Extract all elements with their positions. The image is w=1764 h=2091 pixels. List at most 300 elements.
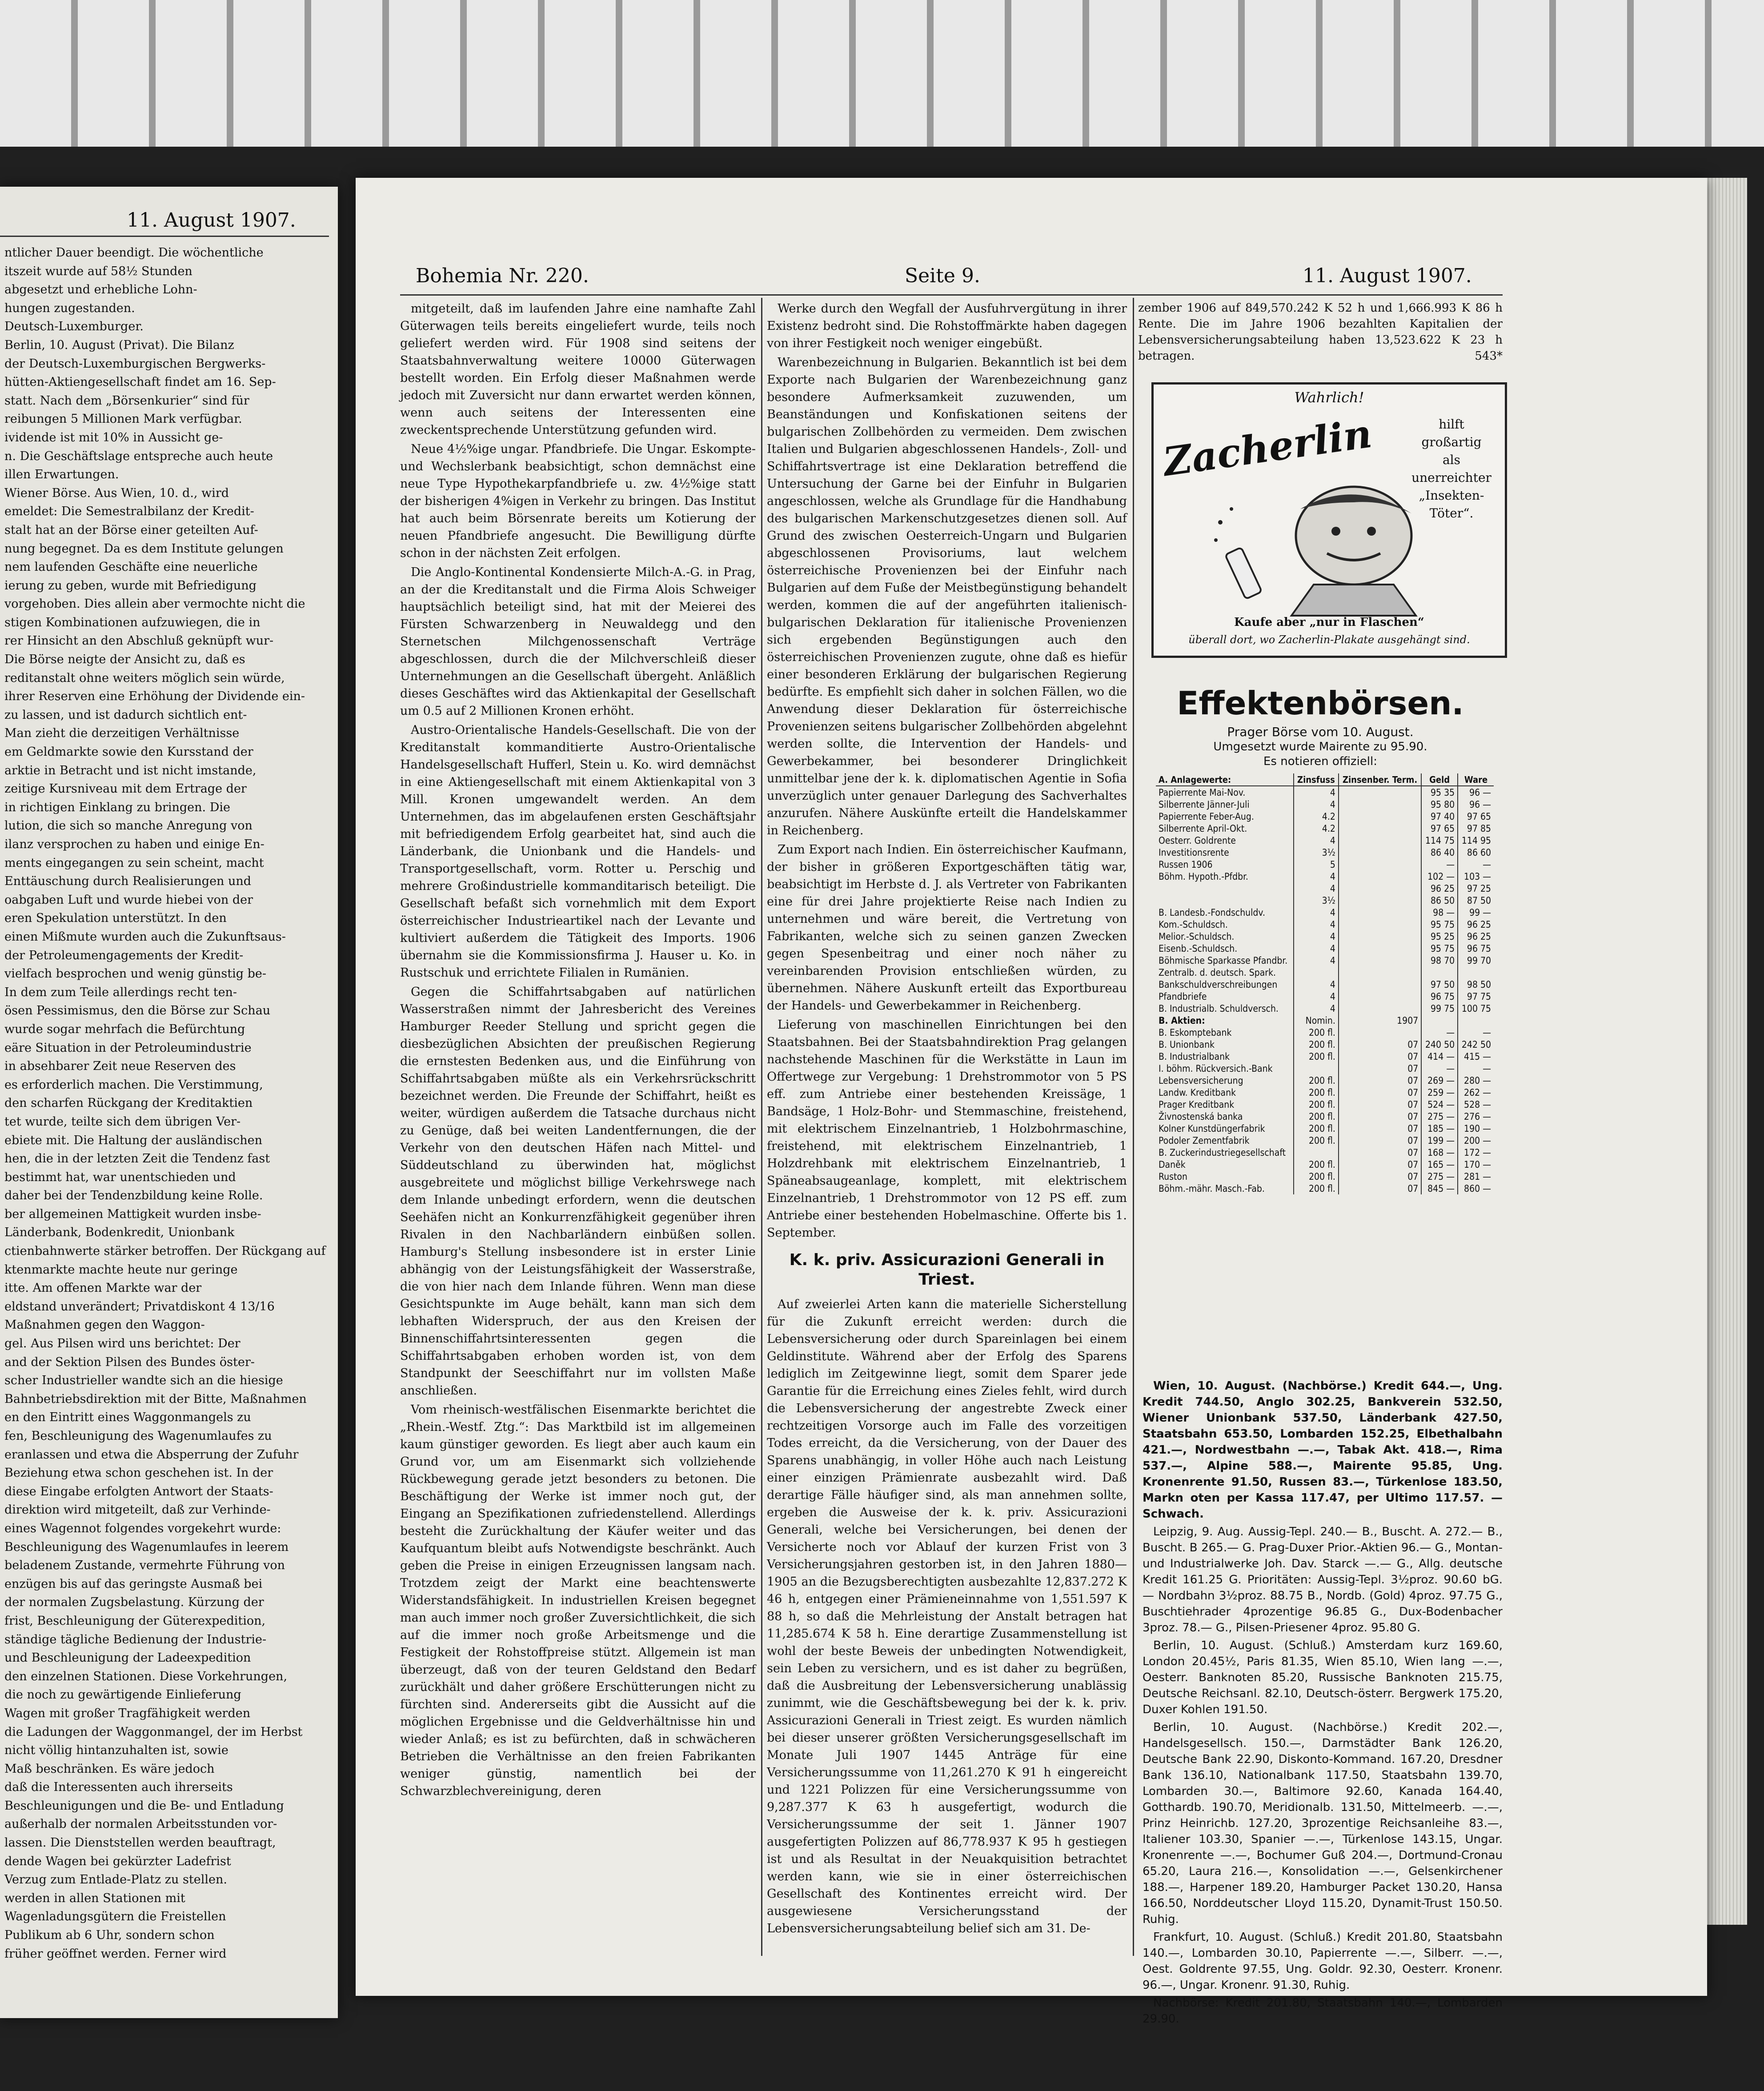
text-line: ividende ist mit 10% in Aussicht ge- [4, 430, 223, 445]
article-column-1 [400, 300, 756, 1954]
table-cell [1339, 834, 1421, 846]
text-line: eren Spekulation unterstützt. In den [4, 911, 227, 925]
article-paragraph: Zum Export nach Indien. Ein österreichischer Kaufmann, der bisher in größeren Exportgeschäften tätig war, beabsichtigt im Herbste d. J. als Vertreter von Fabrikanten eine für drei Jahre projektierte Reise nach Indien zu unternehmen und wäre bereit, die Vertretung von Fabrikanten, welche sich zu seinen ganzen Zwecken gegen Spesenbeitrag und einer noch näher zu vereinbarenden Provision entschließen würden, zu übernehmen. Nähere Auskunft erteilt das Exportbureau der Handels- und Gewerbekammer in Reichenberg. [767, 843, 1127, 1013]
text-line: ments eingegangen zu sein scheint, macht [4, 856, 264, 870]
text-line: and der Sektion Pilsen des Bundes öster- [4, 1355, 255, 1369]
page-header-date: 11. August 1907. [1303, 264, 1472, 287]
text-line: daß die Interessenten auch ihrerseits [4, 1780, 233, 1795]
table-cell: 168 — [1421, 1146, 1458, 1158]
table-cell: 95 35 [1421, 786, 1458, 798]
table-row [1156, 1050, 1494, 1062]
table-cell: 87 50 [1458, 894, 1494, 906]
table-cell: Živnostenská banka [1159, 1111, 1243, 1122]
left-page-column [4, 244, 326, 1991]
table-cell: Investitionsrente [1159, 847, 1229, 858]
text-line: beladenem Zustande, vermehrte Führung von [4, 1558, 285, 1573]
table-cell: B. Eskomptebank [1159, 1027, 1232, 1038]
table-cell: 86 40 [1421, 846, 1458, 858]
column-header: A. Anlagewerte: [1156, 773, 1294, 786]
table-cell: 200 fl. [1294, 1122, 1339, 1134]
text-line: Bahnbetriebsdirektion mit der Bitte, Maßnahmen [4, 1392, 307, 1406]
text-line: Man zieht die derzeitigen Verhältnisse [4, 726, 240, 741]
table-row [1156, 834, 1494, 846]
text-line: Wagenladungsgütern die Freistellen [4, 1910, 226, 1924]
table-cell: 200 fl. [1294, 1026, 1339, 1038]
table-cell: 200 fl. [1294, 1158, 1339, 1170]
table-row [1156, 1038, 1494, 1050]
table-row [1156, 966, 1494, 978]
table-cell [1156, 882, 1294, 894]
text-line: ebiete mit. Die Haltung der ausländischen [4, 1133, 263, 1147]
text-line: oabgaben Luft und wurde hiebei von der [4, 893, 253, 907]
table-cell: 100 75 [1458, 1002, 1494, 1014]
text-line: tet wurde, teilte sich dem übrigen Ver- [4, 1114, 241, 1129]
text-line: Berlin, 10. August (Privat). Die Bilanz [4, 338, 234, 352]
table-cell: B. Aktien: [1159, 1015, 1205, 1026]
report-berlin-after: Berlin, 10. August. (Nachbörse.) Kredit 202.—, Handelsgesellsch. 150.—, Darmstädter Bank 126.20, Deutsche Bank 22.90, Diskonto-Kommand. 167.20, Dresdner Bank 136.10, Nationalbank 117.50, Staatsbahn 139.70, Lombarden 30.—, Baltimore 92.60, Kanada 164.40, Gotthardb. 190.70, Meridionalb. 131.50, Mittelmeerb. —.—, Prinz Heinrichb. 127.20, 3prozentige Reichsanleihe 83.—, Italiener 103.30, Spanier —.—, Türkenlose 143.15, Ungar. Kronenrente —.—, Bochumer Guß 204.—, Dortmund-Cronau 65.20, Laura 216.—, Konsolidation —.—, Gelsenkirchener 188.—, Harpener 189.20, Hamburger Packet 130.20, Hansa 166.50, Norddeutscher Lloyd 115.20, Dynamit-Trust 150.50. Ruhig. [1143, 1721, 1503, 1926]
table-cell [1339, 810, 1421, 822]
text-line: vorgehoben. Dies allein aber vermochte nicht die [4, 597, 305, 611]
ad-slogan-line: „Insekten- [1419, 488, 1484, 503]
table-cell: Lebensversicherung [1159, 1075, 1243, 1086]
text-line: und Beschleunigung der Ladeexpedition [4, 1651, 251, 1665]
text-line: Die Börse neigte der Ansicht zu, daß es [4, 653, 245, 667]
table-cell [1339, 906, 1421, 918]
table-cell: Böhm. Hypoth.-Pfdbr. [1159, 871, 1248, 882]
text-line: der Deutsch-Luxemburgischen Bergwerks- [4, 357, 266, 371]
table-cell: 07 [1339, 1098, 1421, 1110]
table-cell: Nomin. [1294, 1014, 1339, 1026]
text-line: eines Wagennot folgendes vorgekehrt wurde: [4, 1521, 281, 1535]
text-line: gel. Aus Pilsen wird uns berichtet: Der [4, 1337, 241, 1351]
table-cell: 415 — [1458, 1050, 1494, 1062]
article-paragraph: Warenbezeichnung in Bulgarien. Bekanntlich ist bei dem Exporte nach Bulgarien der Warenbezeichnung ganz besondere Aufmerksamkeit zuzuwenden, um Beanständungen und Konfiskationen seitens der bulgarischen Zollbehörden zu vermeiden. Dem zwischen Italien und Bulgarien abgeschlossenen Handels-, Zoll- und Schiffahrtsvertrage ist eine Deklaration betreffend die Untersuchung der Garne bei der Einfuhr in Bulgarien angeschlossen, welche als Grundlage für die Handhabung des bulgarischen Markenschutzgesetzes dienen soll. Auf Grund des zwischen Oesterreich-Ungarn und Bulgarien abgeschlossenen Provisoriums, laut welchem österreichische Provenienzen bei der Einfuhr nach Bulgarien auf dem Fuße der Meistbegünstigung behandelt werden, kommen die auf der angeführten italienisch-bulgarischen Deklaration für italienische Provenienzen sich ergebenden Begünstigungen auch den österreichischen Provenienzen zugute, ohne daß es hiefür einer besonderen Erklärung der bulgarischen Regierung bedürfte. Es empfiehlt sich daher in solchen Fällen, wo die Anwendung dieser Deklaration für österreichische Provenienzen seitens bulgarischer Zollbehörden abgelehnt werden sollte, die Intervention der Handels- und Gewerbekammer, bei besonderer Dringlichkeit unmittelbar jene der k. k. diplomatischen Agentie in Sofia unverzüglich unter genauer Darlegung des Sachverhaltes anzurufen. Nähere Auskünfte erteilt die Handelskammer in Reichenberg. [767, 356, 1127, 837]
table-cell: 4.2 [1294, 822, 1339, 834]
article-paragraph: Vom rheinisch-westfälischen Eisenmarkte berichtet die „Rhein.-Westf. Ztg.“: Das Marktbild ist im allgemeinen kaum günstiger geworden. Es liegt aber auch kaum ein Grund vor, um am Eisenmarkt sich vollziehende Rückbewegung gerade jetzt besonders zu betonen. Die Beschäftigung der Werke ist immer noch gut, der Eingang an Spezifikationen zufriedenstellend. Allerdings besteht die Zurückhaltung der Käufer weiter und das Kaufquantum bleibt aufs Notwendigste beschränkt. Auch geben die Preise in einigen Erzeugnissen langsam nach. Trotzdem zeigt der Markt eine beachtenswerte Widerstandsfähigkeit. In industriellen Kreisen begegnet man auch immer noch großer Zuversichtlichkeit, die sich auf die immer noch große Arbeitsmenge und die Festigkeit der Rohstoffpreise stützt. Allgemein ist man überzeugt, daß von der teuren Geldstand den Bedarf zurückhält und daher größere Erschütterungen nicht zu fürchten sind. Andererseits gibt die Aussicht auf die möglichen Ergebnisse und die Geldverhältnisse hin und wieder Anlaß; es ist zu befürchten, daß in schwächeren Betrieben die Verhältnisse an den freien Fabrikanten weniger günstig, namentlich bei der Schwarzblechvereinigung, deren [400, 1403, 756, 1798]
table-cell: Silberrente Jänner-Juli [1159, 799, 1250, 810]
text-line: früher geöffnet werden. Ferner wird [4, 1947, 227, 1961]
text-line: werden in allen Stationen mit [4, 1891, 185, 1905]
text-line: stalt hat an der Börse einer geteilten Auf- [4, 523, 258, 537]
table-cell: 07 [1339, 1038, 1421, 1050]
page-header-page-number: Seite 9. [905, 264, 980, 287]
table-cell: Daněk [1159, 1159, 1186, 1170]
table-cell: 185 — [1421, 1122, 1458, 1134]
table-cell: 97 40 [1421, 810, 1458, 822]
report-berlin-close: Berlin, 10. August. (Schluß.) Amsterdam kurz 169.60, London 20.45½, Paris 81.35, Wien 85.10, Wien lang —.—, Oesterr. Banknoten 85.20, Russische Banknoten 215.75, Deutsche Reichsanl. 82.10, Deutsch-österr. Bergwerk 175.20, Duxer Kohlen 191.50. [1143, 1639, 1503, 1716]
table-row [1156, 1170, 1494, 1182]
left-page [0, 187, 338, 2018]
table-row [1156, 858, 1494, 870]
table-cell: Zentralb. d. deutsch. Spark. [1159, 967, 1276, 978]
table-cell: Eisenb.-Schuldsch. [1159, 943, 1238, 954]
table-cell: 4 [1294, 798, 1339, 810]
table-cell: 1907 [1339, 1014, 1421, 1026]
table-cell: 4.2 [1294, 810, 1339, 822]
table-cell: 07 [1339, 1062, 1421, 1074]
table-cell: 200 fl. [1294, 1134, 1339, 1146]
table-cell: Russen 1906 [1159, 859, 1213, 870]
ad-slogan-line: großartig [1421, 435, 1482, 449]
table-cell: 07 [1339, 1074, 1421, 1086]
table-cell: Bankschuldverschreibungen [1159, 979, 1278, 990]
table-cell: 07 [1339, 1170, 1421, 1182]
table-cell: 96 25 [1458, 918, 1494, 930]
text-line: diese Eingabe erfolgten Antwort der Staats- [4, 1484, 273, 1498]
text-line: itszeit wurde auf 58½ Stunden [4, 264, 192, 278]
text-line: der Petroleumengagements der Kredit- [4, 948, 244, 962]
market-note: Umgesetzt wurde Mairente zu 95.90. [1213, 740, 1427, 753]
report-leipzig: Leipzig, 9. Aug. Aussig-Tepl. 240.— B., Buscht. A. 272.— B., Buscht. B 265.— G. Prag-Duxer Prior.-Aktien 96.— G., Montan- und Industrialwerke Joh. Dav. Starck —.— G., Allg. deutsche Kredit 161.25 G. Prioritäten: Aussig-Tepl. 3½proz. 90.60 bG. — Nordbahn 3½proz. 88.75 B., Nordb. (Gold) 4proz. 97.75 G., Buschtiehrader 4prozentige 96.85 G., Dux-Bodenbacher 3proz. 78.— G., Pilsen-Priesener 4proz. 95.80 G. [1143, 1525, 1503, 1634]
table-cell: — [1421, 1026, 1458, 1038]
table-cell: 96 25 [1458, 930, 1494, 942]
table-cell: 200 fl. [1294, 1170, 1339, 1182]
table-cell [1421, 1014, 1458, 1026]
text-line: Beziehung etwa schon geschehen ist. In der [4, 1466, 273, 1480]
table-cell: 528 — [1458, 1098, 1494, 1110]
table-row [1156, 1182, 1494, 1194]
table-cell: 97 75 [1458, 990, 1494, 1002]
column-rule [1133, 298, 1134, 1956]
text-line: statt. Nach dem „Börsenkurier“ sind für [4, 393, 249, 408]
table-cell [1421, 966, 1458, 978]
table-cell: 96 75 [1421, 990, 1458, 1002]
table-cell: B. Industrialbank [1159, 1051, 1230, 1062]
table-row [1156, 822, 1494, 834]
table-row [1156, 1158, 1494, 1170]
text-line: Deutsch-Luxemburger. [4, 320, 144, 334]
text-line: nem laufenden Geschäfte eine neuerliche [4, 560, 258, 574]
text-line: hütten-Aktiengesellschaft findet am 16. Sep- [4, 375, 276, 389]
column-header: Geld [1421, 773, 1458, 786]
text-line: wurde sogar mehrfach die Befürchtung [4, 1022, 245, 1036]
zacherlin-advertisement [1151, 382, 1507, 658]
table-cell: Silberrente April-Okt. [1159, 823, 1247, 834]
table-cell: 242 50 [1458, 1038, 1494, 1050]
ad-illustration [1207, 482, 1438, 616]
text-line: ctienbahnwerte stärker betroffen. Der Rückgang auf [4, 1244, 326, 1258]
table-cell: I. böhm. Rückversich.-Bank [1159, 1063, 1273, 1074]
market-subtitle: Prager Börse vom 10. August. [1227, 725, 1414, 739]
text-line: enzügen bis auf das geringste Ausmaß bei [4, 1577, 263, 1591]
table-cell [1339, 954, 1421, 966]
text-line: Beschleunigung des Wagenumlaufes in leerem [4, 1540, 289, 1554]
table-row [1156, 882, 1494, 894]
table-cell: 114 95 [1458, 834, 1494, 846]
table-cell: 190 — [1458, 1122, 1494, 1134]
table-row [1156, 978, 1494, 990]
table-row [1156, 954, 1494, 966]
table-cell: 200 fl. [1294, 1110, 1339, 1122]
table-cell: 86 50 [1421, 894, 1458, 906]
text-line: Maßnahmen gegen den Waggon- [4, 1318, 205, 1332]
table-cell: 07 [1339, 1086, 1421, 1098]
table-cell [1156, 894, 1294, 906]
table-cell: 172 — [1458, 1146, 1494, 1158]
table-cell: 3½ [1294, 846, 1339, 858]
article-heading: K. k. priv. Assicurazioni Generali in Triest. [789, 1251, 1105, 1289]
table-cell: 275 — [1421, 1170, 1458, 1182]
table-row [1156, 1026, 1494, 1038]
table-row [1156, 810, 1494, 822]
market-note: Es notieren offiziell: [1263, 755, 1377, 768]
table-cell: 97 85 [1458, 822, 1494, 834]
table-cell: 269 — [1421, 1074, 1458, 1086]
quotes-table [1156, 773, 1494, 1194]
table-cell: 860 — [1458, 1182, 1494, 1194]
ad-bottom-line-1: Kaufe aber „nur in Flaschen“ [1234, 616, 1424, 629]
text-line: in richtigen Einklang zu bringen. Die [4, 800, 230, 814]
table-cell [1339, 858, 1421, 870]
table-cell: 200 fl. [1294, 1074, 1339, 1086]
table-cell: 4 [1294, 978, 1339, 990]
text-line: stigen Kombinationen aufzuwiegen, die in [4, 615, 261, 629]
table-cell: Ruston [1159, 1171, 1187, 1182]
table-cell: 200 fl. [1294, 1086, 1339, 1098]
table-cell: 4 [1294, 834, 1339, 846]
table-cell: 3½ [1294, 894, 1339, 906]
text-line: reibungen 5 Millionen Mark verfügbar. [4, 412, 242, 426]
text-line: den scharfen Rückgang der Kreditaktien [4, 1096, 253, 1110]
table-cell: 845 — [1421, 1182, 1458, 1194]
text-line: Maß beschränken. Es wäre jedoch [4, 1762, 215, 1776]
table-cell: 280 — [1458, 1074, 1494, 1086]
table-row [1156, 1014, 1494, 1026]
article-paragraph: Lieferung von maschinellen Einrichtungen bei den Staatsbahnen. Bei der Staatsbahndirektion Prag gelangen nachstehende Maschinen für die Werkstätte in Laun im Offertwege zur Vergebung: 1 Drehstrommotor von 5 PS eff. zum Antriebe einer bestehenden Kreissäge, 1 Bandsäge, 1 Holz-Bohr- und Stemmaschine, freistehend, mit elektrischem Einzelnantrieb, 1 Holzbohrmaschine, freistehend, mit elektrischem Einzelnantrieb, 1 Holzdrehbank mit elektrischem Einzelnantrieb, 1 Späneabsaugeanlage, komplett, mit elektrischem Einzelnantrieb, 1 Drehstrommotor von 12 PS eff. zum Antriebe einer bestehenden Hobelmaschine. Offerte bis 1. September. [767, 1018, 1127, 1240]
table-cell: Kom.-Schuldsch. [1159, 919, 1228, 930]
article-paragraph: Gegen die Schiffahrtsabgaben auf natürlichen Wasserstraßen nimmt der Jahresbericht des Vereines Hamburger Reeder Stellung und spricht gegen die diesbezüglichen Absichten der preußischen Regierung die ernstesten Bedenken aus, und die Einführung von Schiffahrtsabgaben müßte als ein Verkehrsrückschritt bezeichnet werden. Die Freunde der Schiffahrt, heißt es weiter, würdigen außerdem die Tatsache durchaus nicht zu Genüge, daß bei weiten Landentfernungen, die der Verkehr von den deutschen Häfen nach Mittel- und Süddeutschland zu überwinden hat, möglichst ausgebreitete und möglichst billige Verkehrswege nach dem Inlande unbedingt erfordern, wenn die deutschen Seehäfen nicht an Konkurrenzfähigkeit gegenüber ihren Rivalen in den Nachbarländern einbüßen sollen. Hamburg's Stellung insbesondere ist in erster Linie abhängig von der Leistungsfähigkeit der Wasserstraße, die von hier nach dem Inlande führen. Wenn man diese Gesichtspunkte im Auge behält, kann man sich dem lebhaften Widerspruch, der aus den Kreisen der Binnenschiffahrtsinteressenten gegen die Schiffahrtsabgaben erhoben worden ist, von dem Standpunkt der Seeschiffahrt nur im vollsten Maße anschließen. [400, 985, 756, 1398]
table-cell [1339, 930, 1421, 942]
table-cell: 96 — [1458, 786, 1494, 798]
table-cell: — [1458, 1026, 1494, 1038]
text-line: außerhalb der normalen Arbeitsstunden vor- [4, 1817, 277, 1831]
table-cell [1339, 942, 1421, 954]
ad-bottom-line-2: überall dort, wo Zacherlin-Plakate ausgehängt sind. [1188, 633, 1470, 646]
table-cell: 200 fl. [1294, 1098, 1339, 1110]
table-cell: 4 [1294, 870, 1339, 882]
article-paragraph: Die Anglo-Kontinental Kondensierte Milch-A.-G. in Prag, an der die Kreditanstalt und die Firma Alois Schweiger hauptsächlich beteiligt sind, hat mit der Meierei des Fürsten Schwarzenberg in Neuwaldegg und den Sternetschen Milchgenossenschaft Verträge abgeschlossen, durch die der Milchverschleiß dieser Unternehmungen an die Gesellschaft übergeht. Anläßlich dieses Geschäftes wird das Aktienkapital der Gesellschaft um 0.5 auf 2 Millionen Kronen erhöht. [400, 565, 756, 718]
table-row [1156, 798, 1494, 810]
table-cell: 96 25 [1421, 882, 1458, 894]
column-header: Ware [1458, 773, 1494, 786]
text-line: eäre Situation in der Petroleumindustrie [4, 1041, 252, 1055]
table-cell: 97 65 [1458, 810, 1494, 822]
table-cell [1339, 1026, 1421, 1038]
text-line: ierung zu geben, wurde mit Befriedigung [4, 578, 257, 593]
table-row [1156, 1074, 1494, 1086]
table-cell: Melior.-Schuldsch. [1159, 931, 1235, 942]
table-row [1156, 870, 1494, 882]
table-cell: Böhmische Sparkasse Pfandbr. [1159, 955, 1288, 966]
table-cell: 4 [1294, 786, 1339, 798]
text-line: es erforderlich machen. Die Verstimmung, [4, 1078, 263, 1092]
table-cell: 98 70 [1421, 954, 1458, 966]
table-cell: 96 75 [1458, 942, 1494, 954]
table-cell: 200 — [1458, 1134, 1494, 1146]
ad-top-text: Wahrlich! [1294, 389, 1364, 406]
continuation-text: zember 1906 auf 849,570.242 K 52 h und 1,666.993 K 86 h Rente. Die im Jahre 1906 bezahlten Kapitalien der Lebensversicherungsabteilung haben 13,523.622 K 23 h betragen. [1138, 301, 1503, 363]
text-line: Wagen mit großer Tragfähigkeit werden [4, 1706, 251, 1720]
table-cell: 102 — [1421, 870, 1458, 882]
table-cell: 524 — [1421, 1098, 1458, 1110]
article-continuation [1138, 300, 1503, 371]
table-cell: 5 [1294, 858, 1339, 870]
table-cell [1339, 822, 1421, 834]
table-cell: 07 [1339, 1146, 1421, 1158]
text-line: eranlassen und etwa die Absperrung der Zufuhr [4, 1447, 299, 1462]
report-frankfurt: Frankfurt, 10. August. (Schluß.) Kredit 201.80, Staatsbahn 140.—, Lombarden 30.10, Papierrente —.—, Silberr. —.—, Oest. Goldrente 97.55, Ung. Goldr. 92.30, Oesterr. Kronenr. 96.—, Ungar. Kronenr. 91.30, Ruhig. [1143, 1931, 1503, 1992]
text-line: ihrer Reserven eine Erhöhung der Dividende ein- [4, 689, 305, 704]
text-line: lassen. Die Dienststellen werden beauftragt, [4, 1836, 276, 1850]
table-cell [1339, 990, 1421, 1002]
table-cell: 165 — [1421, 1158, 1458, 1170]
table-cell: Prager Kreditbank [1159, 1099, 1235, 1110]
table-cell: 07 [1339, 1110, 1421, 1122]
table-cell: 4 [1294, 990, 1339, 1002]
text-line: illen Erwartungen. [4, 468, 119, 482]
table-cell [1339, 1002, 1421, 1014]
ad-slogan-line: als unerreichter [1411, 453, 1491, 485]
table-cell [1339, 846, 1421, 858]
table-cell: 96 — [1458, 798, 1494, 810]
text-line: vielfach besprochen und wenig günstig be- [4, 967, 266, 981]
table-cell [1339, 870, 1421, 882]
table-cell [1339, 786, 1421, 798]
table-cell: Papierrente Mai-Nov. [1159, 787, 1246, 798]
table-cell [1294, 1146, 1339, 1158]
column-header: Zinsenber. Term. [1339, 773, 1421, 786]
table-cell: 103 — [1458, 870, 1494, 882]
table-cell: 4 [1294, 1002, 1339, 1014]
market-reports [1143, 1378, 1503, 2026]
table-cell: — [1421, 858, 1458, 870]
background-stripes [0, 0, 1764, 147]
table-cell: 07 [1339, 1158, 1421, 1170]
table-cell [1294, 966, 1339, 978]
table-cell: B. Unionbank [1159, 1039, 1215, 1050]
table-cell: B. Landesb.-Fondschuldv. [1159, 907, 1265, 918]
article-paragraph: Neue 4½%ige ungar. Pfandbriefe. Die Ungar. Eskompte- und Wechslerbank beabsichtigt, schon demnächst eine neue Type Hypothekarpfandbriefe u. zw. 4½%ige statt der bisherigen 4%igen in Verkehr zu bringen. Das Institut hat auch beim Börsenrate bereits um Kotierung der neuen Pfandbriefe angesucht. Die Bewilligung dürfte schon in der nächsten Zeit erfolgen. [400, 442, 756, 560]
table-cell: Böhm.-mähr. Masch.-Fab. [1159, 1183, 1265, 1194]
table-cell: Pfandbriefe [1159, 991, 1207, 1002]
header-rule [400, 294, 1503, 296]
text-line: der normalen Zugsbelastung. Kürzung der [4, 1595, 264, 1610]
table-row [1156, 1110, 1494, 1122]
table-cell: 99 75 [1421, 1002, 1458, 1014]
table-cell: 4 [1294, 930, 1339, 942]
text-line: nicht völlig hintanzuhalten ist, sowie [4, 1743, 229, 1758]
page-header-issue: Bohemia Nr. 220. [416, 264, 589, 287]
table-cell: 95 75 [1421, 918, 1458, 930]
text-line: abgesetzt und erhebliche Lohn- [4, 283, 197, 297]
ad-number: 543* [1475, 349, 1503, 363]
table-row [1156, 786, 1494, 798]
right-page [356, 178, 1707, 2026]
text-line: zu lassen, und ist dadurch sichtlich ent- [4, 708, 247, 722]
column-rule [761, 298, 762, 1956]
text-line: em Geldmarkte sowie den Kursstand der [4, 745, 253, 759]
table-cell: 98 — [1421, 906, 1458, 918]
text-line: reditanstalt ohne weiters möglich sein würde, [4, 671, 285, 685]
table-cell: — [1421, 1062, 1458, 1074]
article-paragraph: mitgeteilt, daß im laufenden Jahre eine namhafte Zahl Güterwagen teils bereits eingeliefert wurde, teils noch geliefert werden wird. Für 1908 sind seitens der Staatsbahnverwaltung weitere 10000 Güterwagen bestellt worden. Ein Erfolg dieser Maßnahmen werde jedoch mit Zuversicht nur dann erwartet werden können, wenn auch seitens der Interessenten eine zweckentsprechende Unterstützung gefunden wird. [400, 302, 756, 437]
text-line: zeitige Kursniveau mit dem Ertrage der [4, 782, 247, 796]
table-cell [1339, 966, 1421, 978]
section-title: Effektenbörsen. [1177, 685, 1464, 722]
table-cell: B. Industrialb. Schuldversch. [1159, 1003, 1279, 1014]
table-cell: 86 60 [1458, 846, 1494, 858]
table-cell: Podoler Zementfabrik [1159, 1135, 1250, 1146]
text-line: In dem zum Teile allerdings recht ten- [4, 985, 237, 999]
table-cell: Oesterr. Goldrente [1159, 835, 1236, 846]
table-cell: 95 80 [1421, 798, 1458, 810]
table-cell: 200 fl. [1294, 1050, 1339, 1062]
table-cell [1339, 882, 1421, 894]
text-line: eldstand unverändert; Privatdiskont 4 13/16 [4, 1299, 275, 1314]
table-cell: 99 — [1458, 906, 1494, 918]
table-cell: Landw. Kreditbank [1159, 1087, 1236, 1098]
table-cell: 97 65 [1421, 822, 1458, 834]
table-row [1156, 990, 1494, 1002]
text-line: ktenmarkte machte heute nur geringe [4, 1262, 238, 1277]
ad-brand: Zacherlin [1160, 410, 1375, 485]
text-line: arktie in Betracht und ist nicht imstande, [4, 763, 257, 777]
text-line: den einzelnen Stationen. Diese Vorkehrungen, [4, 1669, 288, 1683]
text-line: Enttäuschung durch Realisierungen und [4, 874, 252, 889]
table-cell: 259 — [1421, 1086, 1458, 1098]
table-row [1156, 894, 1494, 906]
text-line: ständige tägliche Bedienung der Industrie- [4, 1632, 267, 1646]
text-line: die Ladungen der Waggonmangel, der im Herbst [4, 1725, 303, 1739]
text-line: direktion wird mitgeteilt, daß zur Verhinde- [4, 1503, 271, 1517]
text-line: Wiener Börse. Aus Wien, 10. d., wird [4, 486, 229, 500]
text-line: lution, die sich so manche Anregung von [4, 819, 253, 833]
table-cell: 07 [1339, 1050, 1421, 1062]
article-paragraph: Auf zweierlei Arten kann die materielle Sicherstellung für die Zukunft erreicht werden: durch die Lebensversicherung oder durch Spareinlagen bei einem Geldinstitute. Während aber der Erfolg des Sparens lediglich im Zeitgewinne liegt, somit dem Sparer jede Garantie für die Erreichung eines Zieles fehlt, wird durch die Lebensversicherung der angestrebte Zweck einer rechtzeitigen Vorsorge auch im Falle des vorzeitigen Todes erreicht, da die Versicherung, von der Dauer des Sparens unabhängig, in voller Höhe auch nach Leistung einer einzigen Prämienrate ausbezahlt wird. Daß derartige Fälle häufiger sind, als man annehmen sollte, ergeben die Ausweise der k. k. priv. Assicurazioni Generali, welche bei Versicherungen, bei denen der Versicherte noch vor Ablauf der kurzen Frist von 3 Versicherungsjahren gestorben ist, in den Jahren 1880—1905 an die Bezugsberechtigten ausbezahlte 12,837.272 K 46 h, entgegen einer Prämieneinnahme von 1,551.597 K 88 h, so daß die Mehrleistung der Anstalt betragen hat 11,285.674 K 58 h. Eine derartige Zusammenstellung ist wohl der beste Beweis der unbedingten Notwendigkeit, sein Leben zu versichern, und es ist daher zu begrüßen, daß die Ausbreitung der Lebensversicherung unablässig zunimmt, wie die Geschäftsbewegung bei der k. k. priv. Assicurazioni Generali in Triest zeigt. Es wurden nämlich bei dieser unserer größten Versicherungsgesellschaft im Monate Juli 1907 1445 Anträge für eine Versicherungssumme von 11,261.270 K 91 h eingereicht und 1221 Polizzen für eine Versicherungssumme von 9,287.377 K 63 h ausgefertigt, wodurch die Versicherungssumme der seit 1. Jänner 1907 ausgefertigten Polizzen auf 86,778.937 K 95 h gestiegen ist und als Resultat in der Neuakquisition betrachtet werden kann, wie sie in einer österreichischen Gesellschaft des Kontinentes erreicht wird. Der ausgewiesene Versicherungsstand der Lebensversicherungsabteilung belief sich am 31. De- [767, 1298, 1127, 1935]
table-cell: B. Zuckerindustriegesellschaft [1159, 1147, 1286, 1158]
left-page-date: 11. August 1907. [127, 209, 296, 232]
ad-slogan-line: Töter“. [1429, 506, 1474, 521]
text-line: hungen zugestanden. [4, 301, 135, 315]
table-cell: 07 [1339, 1134, 1421, 1146]
table-row [1156, 1062, 1494, 1074]
table-cell: 4 [1294, 906, 1339, 918]
text-line: nung begegnet. Da es dem Institute gelungen [4, 541, 284, 556]
column-header: Zinsfuss [1294, 773, 1339, 786]
table-cell: 275 — [1421, 1110, 1458, 1122]
text-line: in absehbarer Zeit neue Reserven des [4, 1059, 236, 1074]
table-cell: 95 25 [1421, 930, 1458, 942]
text-line: einen Mißmute wurden auch die Zukunftsaus- [4, 929, 286, 944]
table-row [1156, 1002, 1494, 1014]
text-line: Länderbank, Bodenkredit, Unionbank [4, 1226, 235, 1240]
table-cell: 98 50 [1458, 978, 1494, 990]
table-row [1156, 906, 1494, 918]
table-cell: 281 — [1458, 1170, 1494, 1182]
left-header-rule [0, 236, 329, 237]
text-line: itte. Am offenen Markte war der [4, 1281, 202, 1295]
table-cell: 4 [1294, 882, 1339, 894]
report-wien: Wien, 10. August. (Nachbörse.) Kredit 644.—, Ung. Kredit 744.50, Anglo 302.25, Bankverein 532.50, Wiener Unionbank 537.50, Länderbank 427.50, Staatsbahn 653.50, Lombarden 152.25, Elbethalbahn 421.—, Nordwestbahn —.—, Tabak Akt. 418.—, Rima 537.—, Alpine 588.—, Mairente 95.85, Ung. Kronenrente 91.50, Russen 83.—, Türkenlose 183.50, Markn oten per Kassa 117.47, per Ultimo 117.57. — Schwach. [1143, 1379, 1503, 1521]
table-cell [1458, 966, 1494, 978]
table-cell: 199 — [1421, 1134, 1458, 1146]
table-cell: 4 [1294, 942, 1339, 954]
table-cell [1339, 918, 1421, 930]
text-line: en den Eintritt eines Waggonmangels zu [4, 1410, 251, 1425]
table-cell: 07 [1339, 1122, 1421, 1134]
table-cell: 200 fl. [1294, 1038, 1339, 1050]
table-cell [1294, 1062, 1339, 1074]
